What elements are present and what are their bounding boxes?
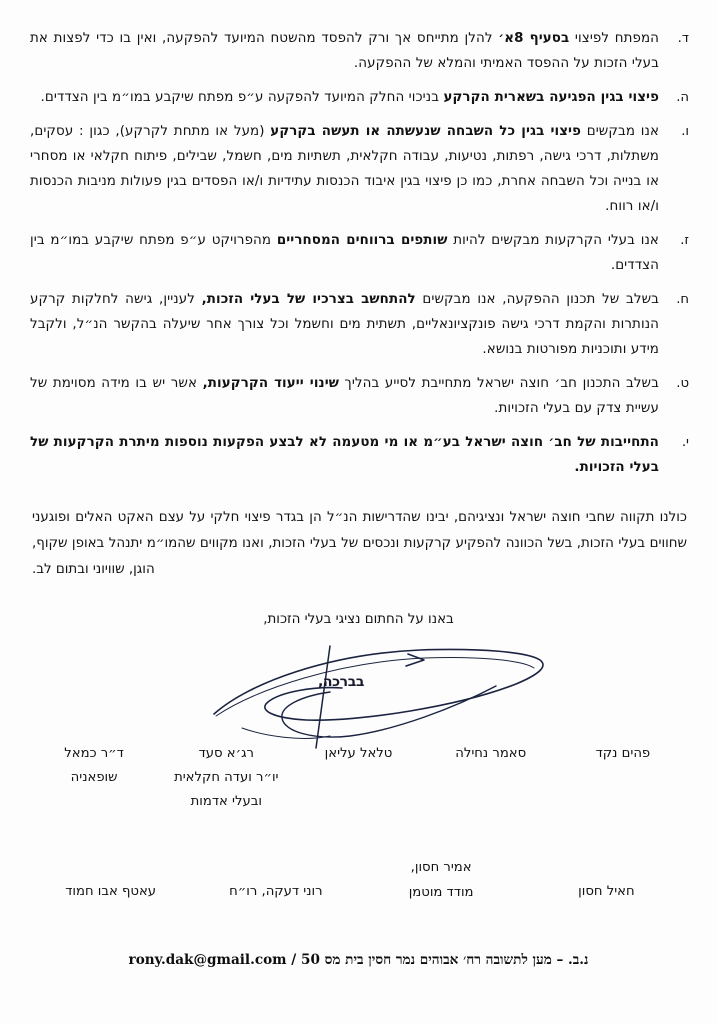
- clause-marker: ו.: [681, 124, 689, 139]
- clause-text-lead: בשלב של תכנון ההפקעה, אנו מבקשים: [415, 292, 659, 307]
- signatory-row-one: [28, 742, 689, 814]
- clause-text-lead: אנו בעלי הקרקעות מבקשים להיות: [447, 233, 659, 248]
- signatory-column: אמיר חסון, מודד מוטמן: [359, 880, 524, 905]
- clause-marker: ט.: [676, 376, 689, 391]
- signoff-line: באנו על החתום נציגי בעלי הזכות,: [263, 612, 454, 627]
- postscript-text: נ.ב. – מען לתשובה רח׳ אבוהים נמר חסין בית מס 50 /: [286, 952, 589, 968]
- clause-marker: י.: [681, 435, 689, 450]
- signatory-column: [160, 742, 292, 814]
- signatory-name: מודד מוטמן: [408, 885, 474, 900]
- signatory-role: שופאניה: [70, 770, 118, 785]
- clause-item: [30, 119, 689, 219]
- clause-item: [30, 371, 689, 421]
- clause-text: [30, 228, 659, 278]
- clause-text-lead: המפתח לפיצוי: [569, 31, 659, 46]
- signatory-name: עאטף אבו חמוד: [65, 884, 157, 899]
- clause-text-emphasis: פיצוי בגין כל השבחה שנעשתה או תעשה בקרקע: [270, 124, 582, 139]
- clause-text: [30, 430, 659, 480]
- clause-marker: ז.: [680, 233, 689, 248]
- clause-text-emphasis: שותפים ברווחים המסחריים: [276, 233, 448, 248]
- signatory-column: [28, 742, 160, 814]
- clause-marker: ד.: [677, 31, 689, 46]
- clause-item: [30, 287, 689, 362]
- clause-text-tail: אשר יש בו מידה מסוימת של עשיית צדק עם בעלי הזכויות.: [30, 376, 659, 416]
- postscript-footer: [0, 952, 717, 968]
- clause-text-emphasis: פיצוי בגין הפגיעה בשארית הקרקע: [443, 90, 659, 105]
- handwritten-signature: [210, 636, 570, 756]
- signature-greeting: בברכה,: [318, 674, 364, 690]
- clause-text: [30, 119, 659, 219]
- signatory-column: [28, 880, 193, 905]
- clause-text: [30, 26, 659, 76]
- clause-text-emphasis: להתחשב בצרכיו של בעלי הזכות,: [201, 292, 416, 307]
- signatory-column: [524, 880, 689, 905]
- signatory-column: [557, 742, 689, 814]
- clause-text-tail: בניכוי החלק המיועד להפקעה ע״פ מפתח שיקבע במו״מ בין הצדדים.: [40, 90, 444, 105]
- signatory-name: טלאל עליאן: [324, 746, 393, 761]
- clause-text: [30, 287, 659, 362]
- clause-item: [30, 228, 689, 278]
- contact-email[interactable]: rony.dak@gmail.com: [128, 952, 287, 968]
- signatory-row-two: [28, 860, 689, 905]
- clause-item: [30, 85, 689, 110]
- signatory-role-second-line: ובעלי אדמות: [190, 794, 262, 809]
- signatory-name: פהים נקד: [595, 746, 651, 761]
- clause-text-lead: אנו מבקשים: [581, 124, 660, 139]
- clause-text: [30, 371, 659, 421]
- clause-text-tail: להלן מתייחס אך ורק להפסד מהשטח המיועד להפקעה, ואין בו כדי לפצות את בעלי הזכות על ההפסד האמיתי והמלא של ההפקעה.: [30, 31, 659, 71]
- clause-text-tail: (מעל או מתחת לקרקע), כגון : עסקים, משתלות, דרכי גישה, רפתות, נטיעות, עבודה חקלאית, תשתיות מים, חשמל, שבילים, פיתוח חקלאי או מסחרי או בנייה וכל השבחה אחרת, כמו כן פיצוי בגין איבוד הכנסות עתידיות ו/או הפסדים בגין פעולות מניבות הכנסות ו/או רווח.: [30, 124, 659, 214]
- closing-paragraph: כולנו תקווה שחבי חוצה ישראל ונציגיהם, יבינו שהדרישות הנ״ל הן בגדר פיצוי חלקי על עצם האקט האלים ופוגעני שחווים בעלי הזכות, בשל הכוונה להפקיע קרקעות ונכסים של בעלי הזכות, ואנו מקווים שהמו״מ יתנהל באופן שקוף, הוגן, שוויוני ובתום לב.: [32, 510, 687, 577]
- clause-marker: ח.: [676, 292, 689, 307]
- signatory-column: [425, 742, 557, 814]
- signatory-name: רג׳א סעד: [198, 746, 254, 761]
- signatory-column: [292, 742, 424, 814]
- clause-item: [30, 430, 689, 480]
- clause-text-emphasis: התחייבות של חב׳ חוצה ישראל בע״מ או מי מטעמה לא לבצע הפקעות נוספות מיתרת הקרקעות של בעלי הזכויות.: [30, 435, 659, 475]
- clause-text-tail: מהפרויקט ע״פ מפתח שיקבע במו״מ בין הצדדים.: [30, 233, 659, 273]
- clause-list: [30, 26, 689, 489]
- clause-text: [30, 85, 659, 110]
- signatory-role: יו״ר ועדה חקלאית: [174, 770, 279, 785]
- signatory-name: ד״ר כמאל: [64, 746, 124, 761]
- signatory-name: רוני דעקה, רו״ח: [229, 884, 323, 899]
- signatory-name: סאמר נחילה: [455, 746, 527, 761]
- clause-marker: ה.: [676, 90, 689, 105]
- clause-text-lead: בשלב התכנון חב׳ חוצה ישראל מתחייבת לסייע בהליך: [339, 376, 659, 391]
- signatory-name: חאיל חסון: [578, 884, 635, 899]
- clause-text-emphasis: שינוי ייעוד הקרקעות,: [202, 376, 339, 391]
- clause-text-tail: לעניין, גישה לחלקות קרקע הנותרות והקמת דרכי גישה פונקציונאליים, תשתית מים וחשמל וכל צורך אחר שיעלה בהקשר הנ״ל, ולקבל מידע ותוכניות מפורטות בנושא.: [30, 292, 659, 357]
- clause-item: [30, 26, 689, 76]
- clause-text-emphasis: בסעיף 8א׳: [498, 31, 570, 46]
- signatory-column: [193, 880, 358, 905]
